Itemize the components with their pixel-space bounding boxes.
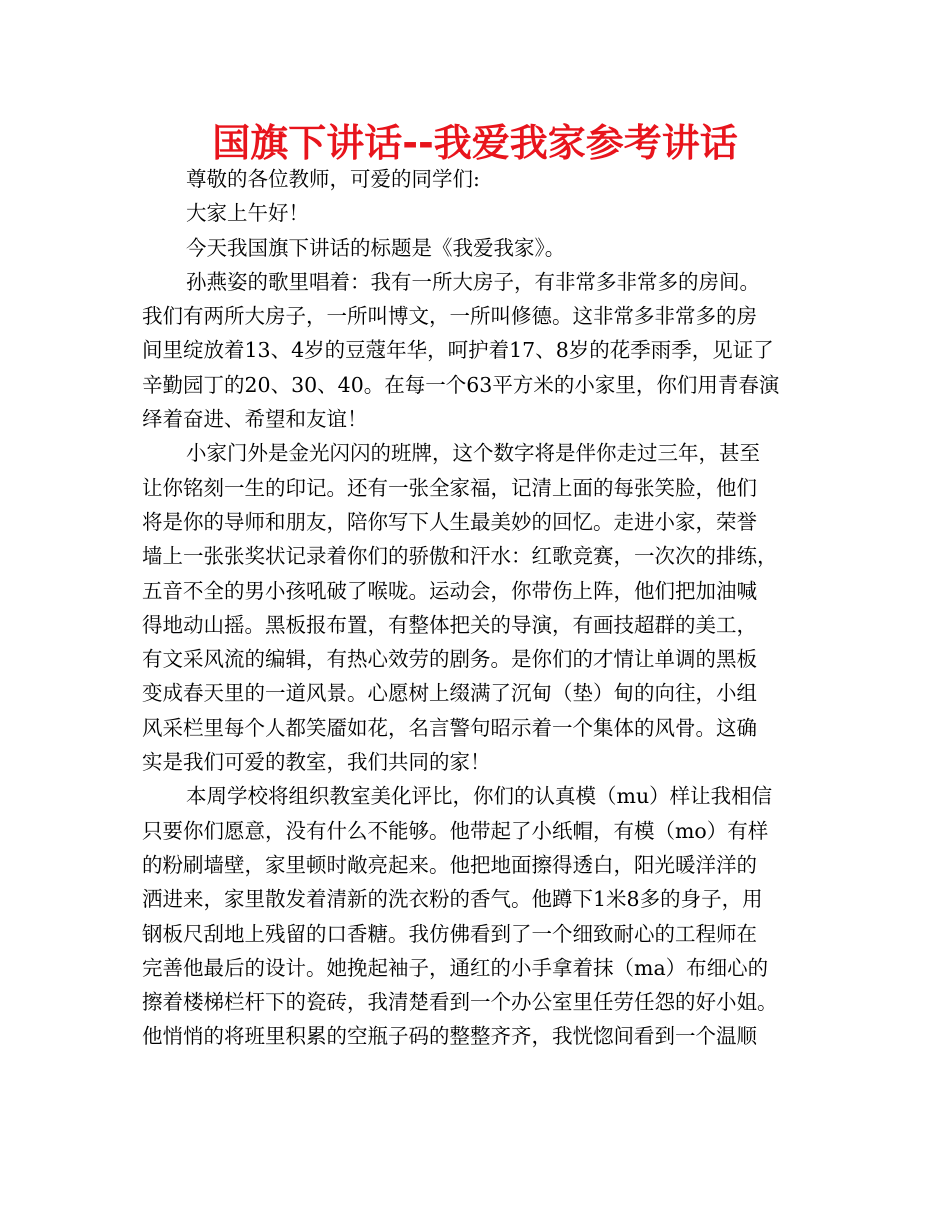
paragraph-line: 洒进来，家里散发着清新的洗衣粉的香气。他蹲下1米8多的身子，用 — [142, 887, 763, 912]
paragraph-line: 本周学校将组织教室美化评比，你们的认真模（mu）样让我相信 — [186, 784, 773, 809]
document-title: 国旗下讲话--我爱我家参考讲话 — [212, 121, 738, 165]
paragraph-line: 孙燕姿的歌里唱着：我有一所大房子，有非常多非常多的房间。 — [186, 269, 760, 294]
paragraph-line: 我们有两所大房子，一所叫博文，一所叫修德。这非常多非常多的房 — [142, 304, 757, 329]
paragraph-line: 完善他最后的设计。她挽起袖子，通红的小手拿着抹（ma）布细心的 — [142, 955, 769, 980]
paragraph-line: 有文采风流的编辑，有热心效劳的剧务。是你们的才情让单调的黑板 — [142, 647, 757, 672]
paragraph-line: 间里绽放着13、4岁的豆蔻年华，呵护着17、8岁的花季雨季，见证了 — [142, 338, 774, 363]
paragraph-line: 实是我们可爱的教室，我们共同的家！ — [142, 750, 491, 775]
paragraph-line: 擦着楼梯栏杆下的瓷砖，我清楚看到一个办公室里任劳任怨的好小姐。 — [142, 990, 778, 1015]
paragraph-line: 钢板尺刮地上残留的口香糖。我仿佛看到了一个细致耐心的工程师在 — [142, 921, 757, 946]
paragraph-line: 只要你们愿意，没有什么不能够。他带起了小纸帽，有模（mo）有样 — [142, 818, 769, 843]
paragraph-line: 五音不全的男小孩吼破了喉咙。运动会，你带伤上阵，他们把加油喊 — [142, 578, 757, 603]
greeting-line: 大家上午好！ — [186, 201, 309, 226]
paragraph-line: 绎着奋进、希望和友谊！ — [142, 407, 368, 432]
document-body — [142, 162, 820, 1054]
salutation-line: 尊敬的各位教师，可爱的同学们: — [186, 167, 480, 191]
paragraph-line: 的粉刷墙壁，家里顿时敞亮起来。他把地面擦得透白，阳光暖洋洋的 — [142, 852, 757, 877]
paragraph-line: 让你铭刻一生的印记。还有一张全家福，记清上面的每张笑脸，他们 — [142, 475, 757, 500]
paragraph-line: 辛勤园丁的20、30、40。在每一个63平方米的小家里，你们用青春演 — [142, 372, 780, 397]
paragraph-line: 小家门外是金光闪闪的班牌，这个数字将是伴你走过三年，甚至 — [186, 441, 760, 466]
paragraph-line: 风采栏里每个人都笑靥如花，名言警句昭示着一个集体的风骨。这确 — [142, 715, 757, 740]
topic-line: 今天我国旗下讲话的标题是《我爱我家》。 — [186, 235, 566, 260]
paragraph-line: 将是你的导师和朋友，陪你写下人生最美妙的回忆。走进小家，荣誉 — [142, 509, 757, 534]
paragraph-line: 墙上一张张奖状记录着你们的骄傲和汗水：红歌竞赛，一次次的排练， — [142, 544, 778, 569]
paragraph-line: 得地动山摇。黑板报布置，有整体把关的导演，有画技超群的美工， — [142, 612, 757, 637]
paragraph-line: 他悄悄的将班里积累的空瓶子码的整整齐齐，我恍惚间看到一个温顺 — [142, 1024, 757, 1049]
paragraph-line: 变成春天里的一道风景。心愿树上缀满了沉甸（垫）甸的向往，小组 — [142, 681, 757, 706]
